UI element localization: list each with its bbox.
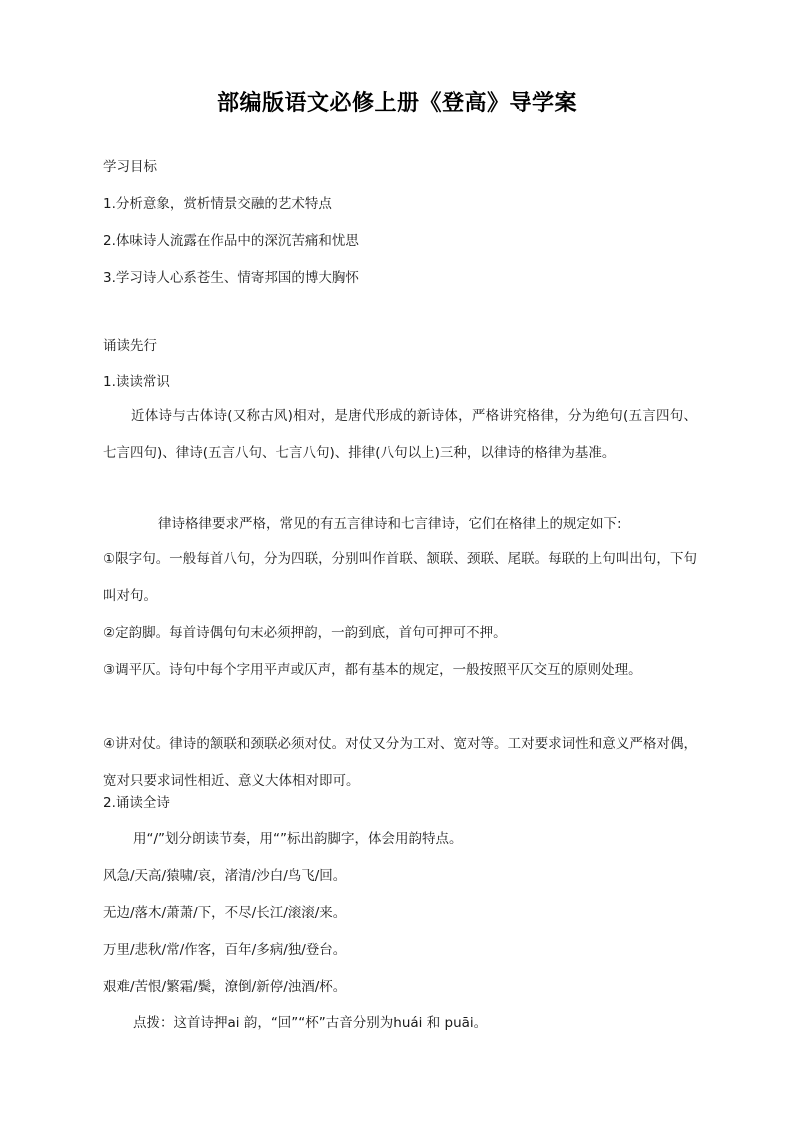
- document-title: 部编版语文必修上册《登高》导学案: [216, 90, 577, 116]
- goal-item-3: 3.学习诗人心系苍生、情寄邦国的博大胸怀: [103, 270, 359, 286]
- poem-line-2: 无边/落木/萧萧/下，不尽/长江/滚滚/来。: [103, 905, 347, 921]
- reading-heading: 诵读先行: [103, 338, 157, 354]
- goals-heading: 学习目标: [103, 159, 157, 175]
- goal-item-1: 1.分析意象，赏析情景交融的艺术特点: [103, 196, 332, 212]
- reading-sub2: 2.诵读全诗: [103, 795, 170, 811]
- rule-2: ②定韵脚。每首诗偶句句末必须押韵，一韵到底，首句可押可不押。: [103, 625, 507, 641]
- poem-line-4: 艰难/苦恨/繁霜/鬓，潦倒/新停/浊酒/杯。: [103, 979, 347, 995]
- rules-intro: 律诗格律要求严格，常见的有五言律诗和七言律诗，它们在格律上的规定如下:: [158, 516, 622, 532]
- rule-1: ①限字句。一般每首八句，分为四联，分别叫作首联、颔联、颈联、尾联。每联的上句叫出句，下句叫对句。: [103, 551, 697, 604]
- rule-3: ③调平仄。诗句中每个字用平声或仄声，都有基本的规定，一般按照平仄交互的原则处理。: [103, 662, 642, 678]
- poem-note: 点拨：这首诗押ai 韵，“回”“杯”古音分别为huái 和 puāi。: [133, 1015, 488, 1031]
- poem-instruction: 用“/”划分朗读节奏，用“”标出韵脚字，体会用韵特点。: [133, 831, 463, 847]
- poem-line-1: 风急/天高/猿啸/哀，渚清/沙白/鸟飞/回。: [103, 868, 347, 884]
- goal-item-2: 2.体味诗人流露在作品中的深沉苦痛和忧思: [103, 233, 359, 249]
- rule-4: ④讲对仗。律诗的颔联和颈联必须对仗。对仗又分为工对、宽对等。工对要求词性和意义严格对偶，宽对只要求词性相近、意义大体相对即可。: [103, 736, 697, 789]
- poem-line-3: 万里/悲秋/常/作客，百年/多病/独/登台。: [103, 942, 347, 958]
- reading-sub1: 1.读读常识: [103, 374, 170, 390]
- intro-paragraph: 近体诗与古体诗(又称古风)相对，是唐代形成的新诗体，严格讲究格律，分为绝句(五言四句、七言四句)、律诗(五言八句、七言八句)、排律(八句以上)三种，以律诗的格律为基准。: [103, 408, 697, 461]
